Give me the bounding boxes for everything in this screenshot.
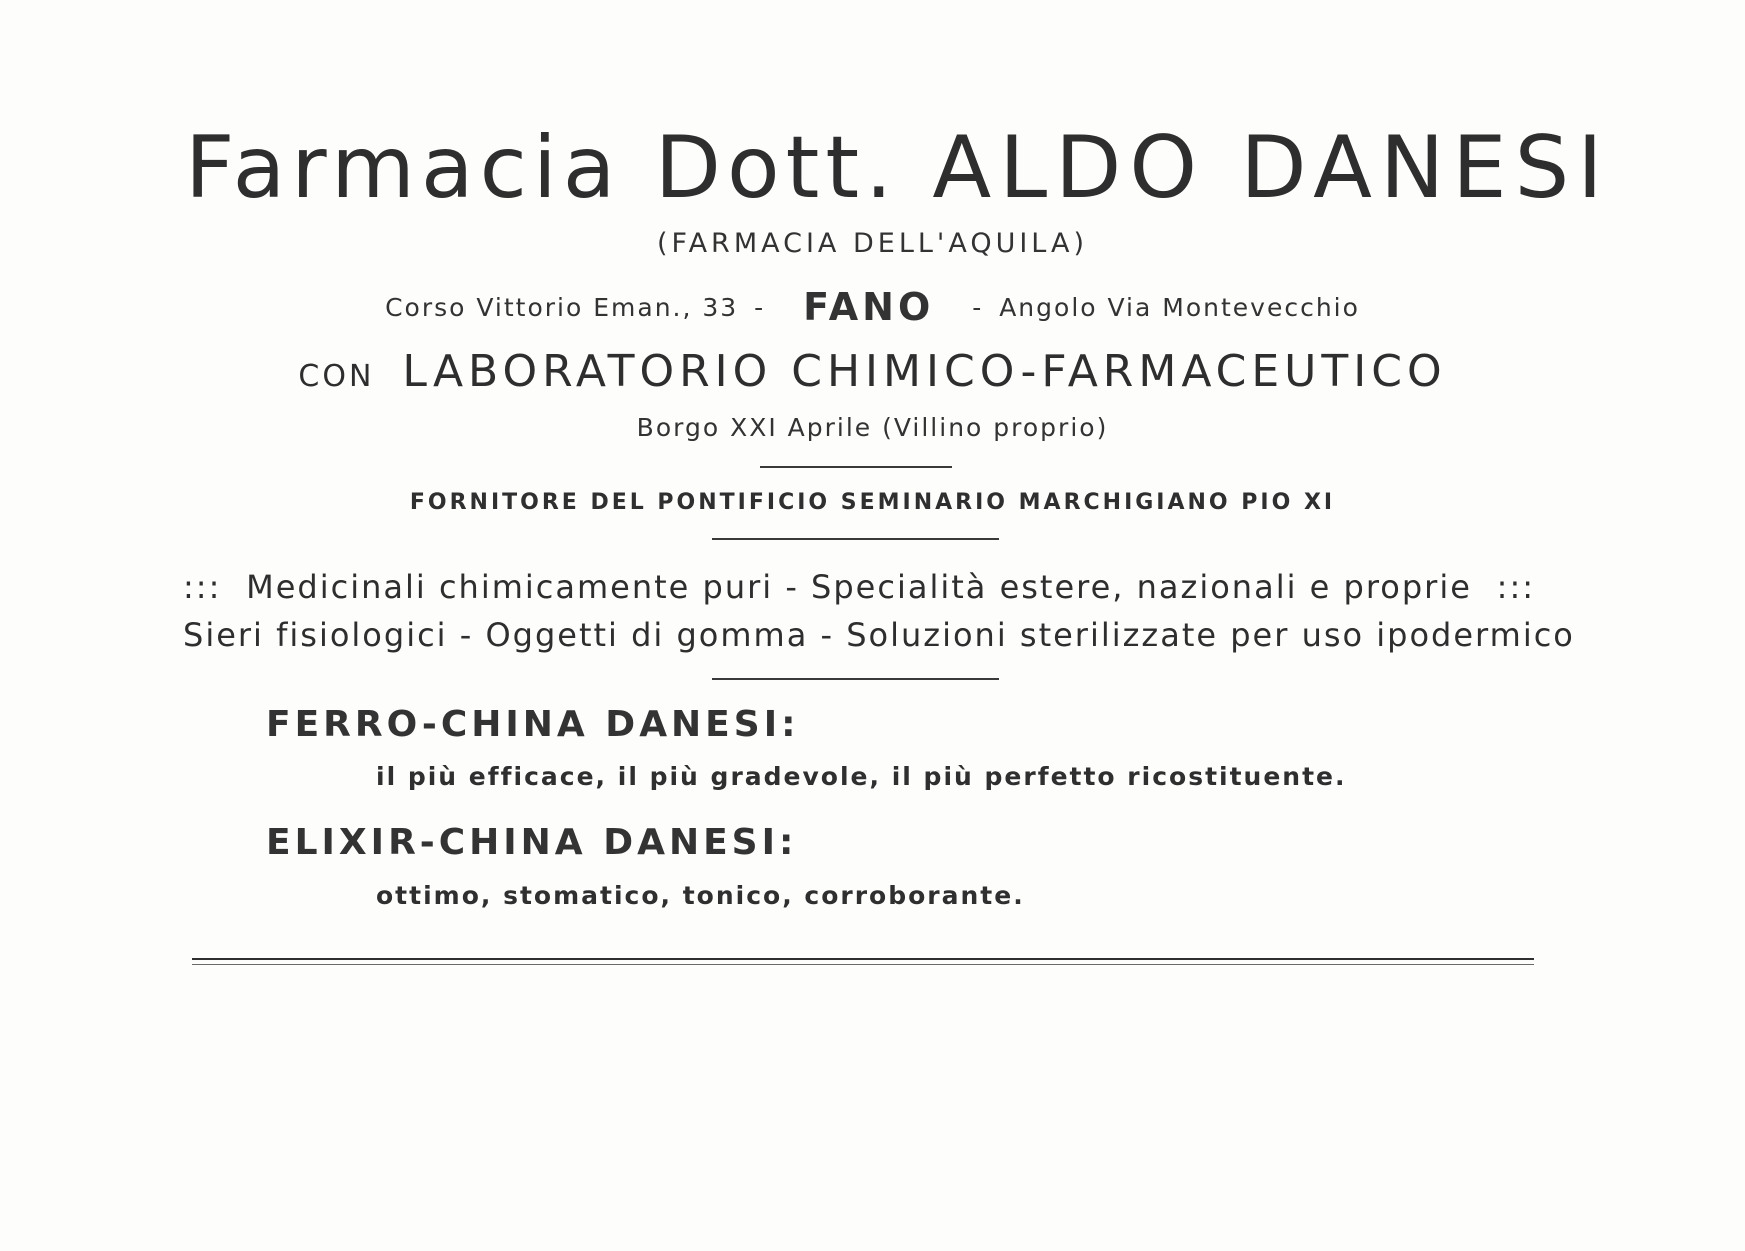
bottom-rule — [192, 958, 1534, 960]
laboratory-name: LABORATORIO CHIMICO-FARMACEUTICO — [402, 346, 1447, 397]
decorative-marker-left: ::: — [183, 568, 222, 606]
products-line-1 — [183, 568, 1535, 606]
supplier-statement: FORNITORE DEL PONTIFICIO SEMINARIO MARCHIGIANO PIO XI — [409, 490, 1336, 515]
products-text-2: Sieri fisiologici - Oggetti di gomma - Soluzioni sterilizzate per uso ipodermico — [183, 616, 1575, 654]
laboratory-line — [0, 346, 1745, 397]
pharmacy-title — [185, 118, 1611, 218]
owner-name: ALDO DANESI — [932, 118, 1611, 218]
pharmacy-subtitle: (FARMACIA DELL'AQUILA) — [657, 228, 1088, 259]
laboratory-location: Borgo XXI Aprile (Villino proprio) — [636, 413, 1109, 442]
city-name: FANO — [803, 285, 935, 329]
bottom-rule-thin — [192, 964, 1534, 965]
divider-rule — [760, 466, 952, 468]
brand-description: il più efficace, il più gradevole, il più perfetto ricostituente. — [376, 762, 1347, 791]
divider-rule — [712, 538, 999, 540]
products-line-2 — [183, 616, 1575, 654]
corner-street: Angolo Via Montevecchio — [999, 293, 1360, 322]
title-prefix: Farmacia Dott. — [185, 118, 899, 218]
address-dash-left: - — [754, 293, 766, 322]
street-address: Corso Vittorio Eman., 33 — [385, 293, 739, 322]
address-line — [0, 285, 1745, 329]
decorative-marker-right: ::: — [1496, 568, 1535, 606]
products-text-1: Medicinali chimicamente puri - Specialità estere, nazionali e proprie — [246, 568, 1472, 606]
brand-description: ottimo, stomatico, tonico, corroborante. — [376, 881, 1025, 910]
brand-name: FERRO-CHINA DANESI: — [266, 704, 800, 745]
laboratory-prefix: CON — [298, 359, 375, 394]
divider-rule — [712, 678, 999, 680]
address-dash-right: - — [972, 293, 984, 322]
brand-name: ELIXIR-CHINA DANESI: — [266, 822, 798, 863]
